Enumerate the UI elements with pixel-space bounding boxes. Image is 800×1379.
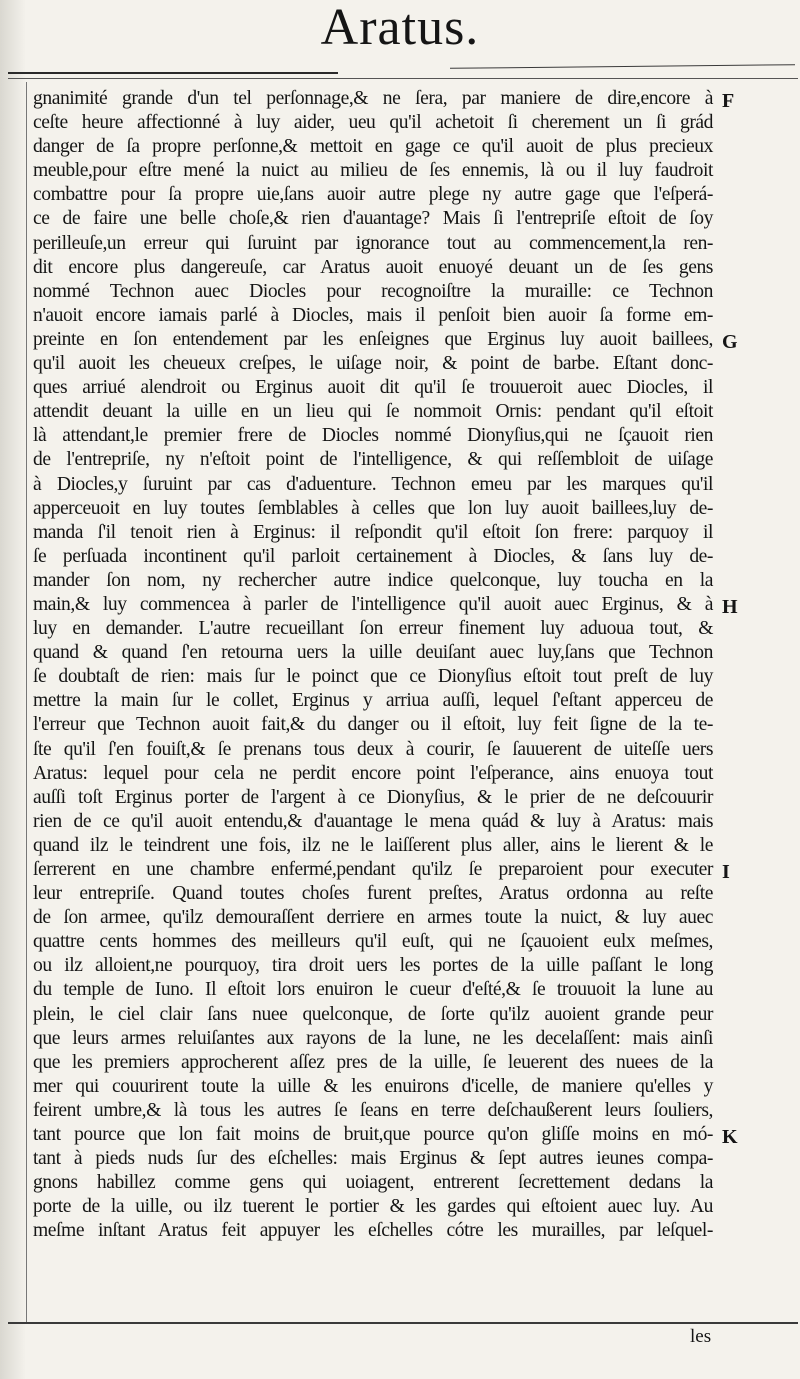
margin-letter-h: H (722, 596, 738, 619)
text-line: preinte en ſon entendement par les enſeignes que Erginus luy auoit baillees, (33, 328, 713, 350)
text-line: que les premiers approcherent aſſez pres de la uille, ſe leuerent des nuees de la (33, 1051, 713, 1073)
text-line: porte de la uille, ou ilz tuerent le portier & les gardes qui eſtoient auec luy. Au (33, 1196, 713, 1218)
body-text (33, 87, 713, 1244)
text-line: plein, le ciel clair ſans nuee quelconque, de ſorte qu'ilz auoient grande peur (33, 1003, 713, 1025)
text-line: ou ilz alloient,ne pourquoy, tira droit uers les portes de la uille paſſant le long (33, 955, 713, 977)
margin-letter-g: G (722, 331, 738, 353)
text-line: rien de ce qu'il auoit entendu,& d'auantage le mena quád & luy à Aratus: mais (33, 810, 713, 832)
text-line: qu'il auoit les cheueux creſpes, le uiſage noir, & point de barbe. Eſtant donc- (33, 353, 713, 375)
margin-letter-k: K (722, 1126, 738, 1149)
text-line: tant pource que lon fait moins de bruit,que pource qu'on gliſſe moins en mó- (33, 1124, 713, 1146)
text-line: ce de faire une belle choſe,& rien d'auantage? Mais ſi l'entrepriſe eſtoit de ſoy (33, 208, 713, 230)
text-line: dit encore plus dangereuſe, car Aratus auoit enuoyé deuant un de ſes gens (33, 256, 713, 278)
bottom-rule (8, 1322, 798, 1324)
text-line: du temple de Iuno. Il eſtoit lors enuiron le cueur d'eſté,& ſe trouuoit la lune au (33, 979, 713, 1001)
text-line: leur entrepriſe. Quand toutes choſes furent preſtes, Aratus ordonna au reſte (33, 883, 713, 905)
text-line: quattre cents hommes des meilleurs qu'il euſt, qui ne ſçauoient eulx meſmes, (33, 931, 713, 953)
text-line: gnanimité grande d'un tel perſonnage,& ne ſera, par maniere de dire,encore à (33, 88, 713, 109)
running-head: Aratus. (320, 0, 480, 56)
text-line: tant à pieds nuds ſur des eſchelles: mais Erginus & ſept autres ieunes compa- (33, 1148, 713, 1170)
text-line: manda ſ'il tenoit rien à Erginus: il reſpondit qu'il eſtoit ſon frere: parquoy il (33, 521, 713, 543)
header-rule-right (450, 64, 795, 69)
text-line: ſe perſuada incontinent qu'il parloit certainement à Diocles, & ſans luy de- (33, 545, 713, 567)
catchword: les (690, 1326, 712, 1347)
text-line: apperceuoit en luy toutes ſemblables à celles que lon luy auoit baillees,luy de- (33, 497, 713, 519)
text-line: ſe doubtaſt de rien: mais ſur le poinct que ce Dionyſius eſtoit tout preſt de luy (33, 666, 713, 688)
text-line: combattre pour ſa propre uie,ſans auoir autre plege ny autre gage que l'eſperá- (33, 184, 713, 206)
text-line: que leurs armes reluiſantes aux rayons de la lune, ne les decelaſſent: mais ainſi (33, 1027, 713, 1049)
text-line: ſte qu'il ſ'en fouiſt,& ſe prenans tous deux à courir, ſe ſauuerent de uiteſſe uers (33, 738, 713, 760)
text-line: main,& luy commencea à parler de l'intelligence qu'il auoit auec Erginus, & à (33, 593, 713, 615)
text-line: quand & quand ſ'en retourna uers la uille deuiſant auec luy,ſans que Technon (33, 642, 713, 664)
page-edge-shadow (0, 0, 26, 1379)
text-line: l'erreur que Technon auoit fait,& du danger ou il eſtoit, luy feit ſigne de la te- (33, 714, 713, 736)
text-line: auſſi toſt Erginus porter de l'argent à ce Dionyſius, & le prier de ne deſcouurir (33, 786, 713, 808)
header-rule-left (8, 72, 338, 74)
text-line: là attendant,le premier frere de Diocles nommé Dionyſius,qui ne ſçauoit rien (33, 425, 713, 447)
text-line: ques arriué alendroit ou Erginus auoit dit qu'il ſe trouueroit auec Diocles, il (33, 377, 713, 399)
text-line: perilleuſe,un erreur qui ſuruint par ignorance tout au commencement,la ren- (33, 232, 713, 254)
margin-letter-f: F (722, 90, 735, 112)
text-line: danger de ſa propre perſonne,& mettoit en gage ce qu'il auoit de plus precieux (33, 136, 713, 158)
text-line: gnons habillez comme gens qui uoiagent, entrerent ſecrettement dedans la (33, 1172, 713, 1194)
margin-letter-i: I (722, 861, 730, 884)
text-line: ceſte heure affectionné à luy aider, ueu qu'il achetoit ſi cherement un ſi grád (33, 112, 713, 134)
text-line: mer qui couurirent toute la uille & les enuirons d'icelle, de maniere qu'elles y (33, 1075, 713, 1097)
text-line: ſerrerent en une chambre enfermé,pendant qu'ilz ſe preparoient pour executer (33, 859, 713, 880)
text-line: attendit deuant la uille en un lieu qui ſe nommoit Ornis: pendant qu'il eſtoit (33, 401, 713, 423)
text-line: meſme inſtant Aratus feit appuyer les eſchelles cótre les murailles, par leſquel- (33, 1220, 713, 1242)
column-rule (26, 82, 27, 1322)
text-line: à Diocles,y ſuruint par cas d'aduenture. Technon emeu par les marques qu'il (33, 473, 713, 495)
text-line: luy en demander. L'autre recueillant ſon erreur finement luy aduoua tout, & (33, 618, 713, 640)
text-line: de ſon armee, qu'ilz demouraſſent derriere en armes toute la nuict, & luy auec (33, 907, 713, 929)
text-line: quand ilz le teindrent une fois, ilz ne le laiſſerent plus aller, ains le lierent & le (33, 834, 713, 856)
top-rule (8, 78, 798, 79)
text-line: n'auoit encore iamais parlé à Diocles, mais il penſoit bien auoir ſa forme em- (33, 304, 713, 326)
text-line: nommé Technon auec Diocles pour recognoiſtre la muraille: ce Technon (33, 280, 713, 302)
text-line: Aratus: lequel pour cela ne perdit encore point l'eſperance, ains enuoya tout (33, 762, 713, 784)
text-line: meuble,pour eſtre mené la nuict au milieu de ſes ennemis, là ou il luy faudroit (33, 160, 713, 182)
text-line: de l'entrepriſe, ny n'eſtoit point de l'intelligence, & qui reſſembloit de uiſage (33, 449, 713, 471)
text-line: feirent umbre,& là tous les autres ſe ſeans en terre deſchaußerent leurs ſouliers, (33, 1099, 713, 1121)
text-line: mander ſon nom, ny rechercher autre indice quelconque, luy toucha en la (33, 569, 713, 591)
text-line: mettre la main ſur le collet, Erginus y arriua auſſi, lequel ſ'eſtant apperceu de (33, 690, 713, 712)
